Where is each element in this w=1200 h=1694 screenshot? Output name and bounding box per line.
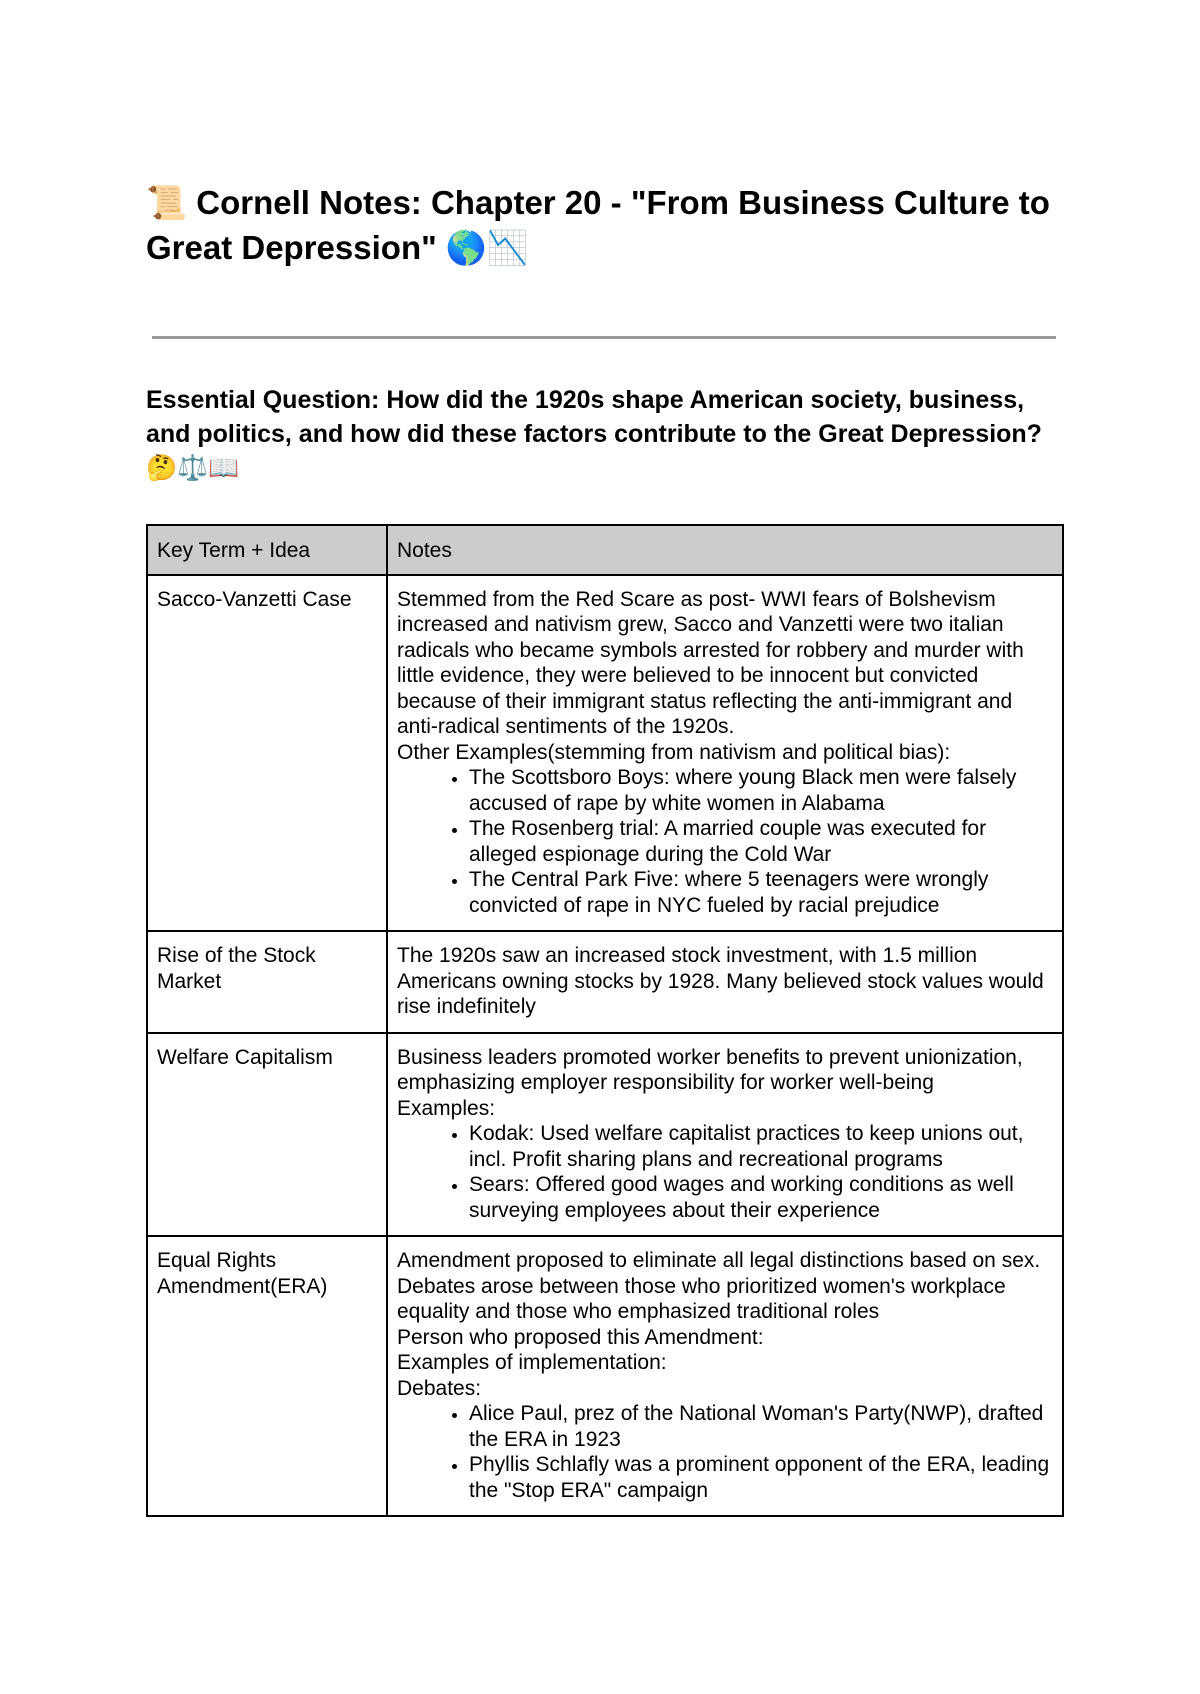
bullet-list [397, 1401, 1053, 1503]
list-item: • The Rosenberg trial: A married couple was executed for alleged espionage during the Cold War [469, 816, 1053, 867]
header-key-term: Key Term + Idea [147, 525, 387, 575]
list-item: • Alice Paul, prez of the National Woman's Party(NWP), drafted the ERA in 1923 [469, 1401, 1053, 1452]
essential-question [146, 383, 1066, 485]
list-item: • The Central Park Five: where 5 teenagers were wrongly convicted of rape in NYC fueled by racial prejudice [469, 867, 1053, 918]
notes-cell [387, 1033, 1063, 1237]
list-item: • The Scottsboro Boys: where young Black men were falsely accused of rape by white women in Alabama [469, 765, 1053, 816]
bullet-list [397, 765, 1053, 918]
table-row [147, 1236, 1063, 1516]
notes-cell [387, 1236, 1063, 1516]
scroll-icon: 📜 [146, 183, 188, 222]
page-title [146, 180, 1062, 270]
table-header-row [147, 525, 1063, 575]
note-text: The 1920s saw an increased stock investment, with 1.5 million Americans owning stocks by 1928. Many believed stock values would rise indefinitely [397, 944, 1044, 1018]
bullet-list [397, 1121, 1053, 1223]
note-text: Examples: [397, 1096, 496, 1120]
document-header [146, 180, 1062, 270]
header-notes: Notes [387, 525, 1063, 575]
notes-cell [387, 575, 1063, 932]
cornell-notes-table [146, 524, 1064, 1517]
notes-cell [387, 931, 1063, 1033]
horizontal-divider [152, 336, 1056, 339]
globe-chart-icons: 🌎📉 [445, 228, 529, 267]
note-text: Business leaders promoted worker benefits to prevent unionization, emphasizing employer responsibility for worker well-being [397, 1045, 1023, 1094]
essential-question-text: Essential Question: How did the 1920s shape American society, business, and politics, and how did these factors contribute to the Great Depression? [146, 386, 1042, 448]
key-term-cell: Sacco-Vanzetti Case [147, 575, 387, 932]
note-text: Person who proposed this Amendment: [397, 1325, 764, 1349]
thinking-scale-book-icons: 🤔⚖️📖 [146, 453, 240, 482]
list-item: • Phyllis Schlafly was a prominent opponent of the ERA, leading the "Stop ERA" campaign [469, 1452, 1053, 1503]
list-item: • Kodak: Used welfare capitalist practices to keep unions out, incl. Profit sharing plans and recreational programs [469, 1121, 1053, 1172]
table-row [147, 575, 1063, 932]
page-title-text: Cornell Notes: Chapter 20 - "From Business Culture to Great Depression" [146, 184, 1050, 266]
table-row [147, 1033, 1063, 1237]
list-item: • Sears: Offered good wages and working conditions as well surveying employees about their experience [469, 1172, 1053, 1223]
note-text: Other Examples(stemming from nativism and political bias): [397, 740, 951, 764]
key-term-cell: Rise of the Stock Market [147, 931, 387, 1033]
note-text: Examples of implementation: [397, 1351, 667, 1374]
table-row [147, 931, 1063, 1033]
note-text: Debates: [397, 1376, 482, 1400]
note-text: Stemmed from the Red Scare as post- WWI fears of Bolshevism increased and nativism grew, Sacco and Vanzetti were two italian radicals who became symbols arrested for robbery and murder with little evidence, they were believed to be innocent but convicted because of their immigrant status reflecting the anti-immigrant and anti-radical sentiments of the 1920s. [397, 587, 1024, 738]
note-text: Amendment proposed to eliminate all legal distinctions based on sex. Debates arose between those who prioritized women's workplace equality and those who emphasized traditional roles [397, 1249, 1041, 1323]
key-term-cell: Welfare Capitalism [147, 1033, 387, 1237]
key-term-cell: Equal Rights Amendment(ERA) [147, 1236, 387, 1516]
